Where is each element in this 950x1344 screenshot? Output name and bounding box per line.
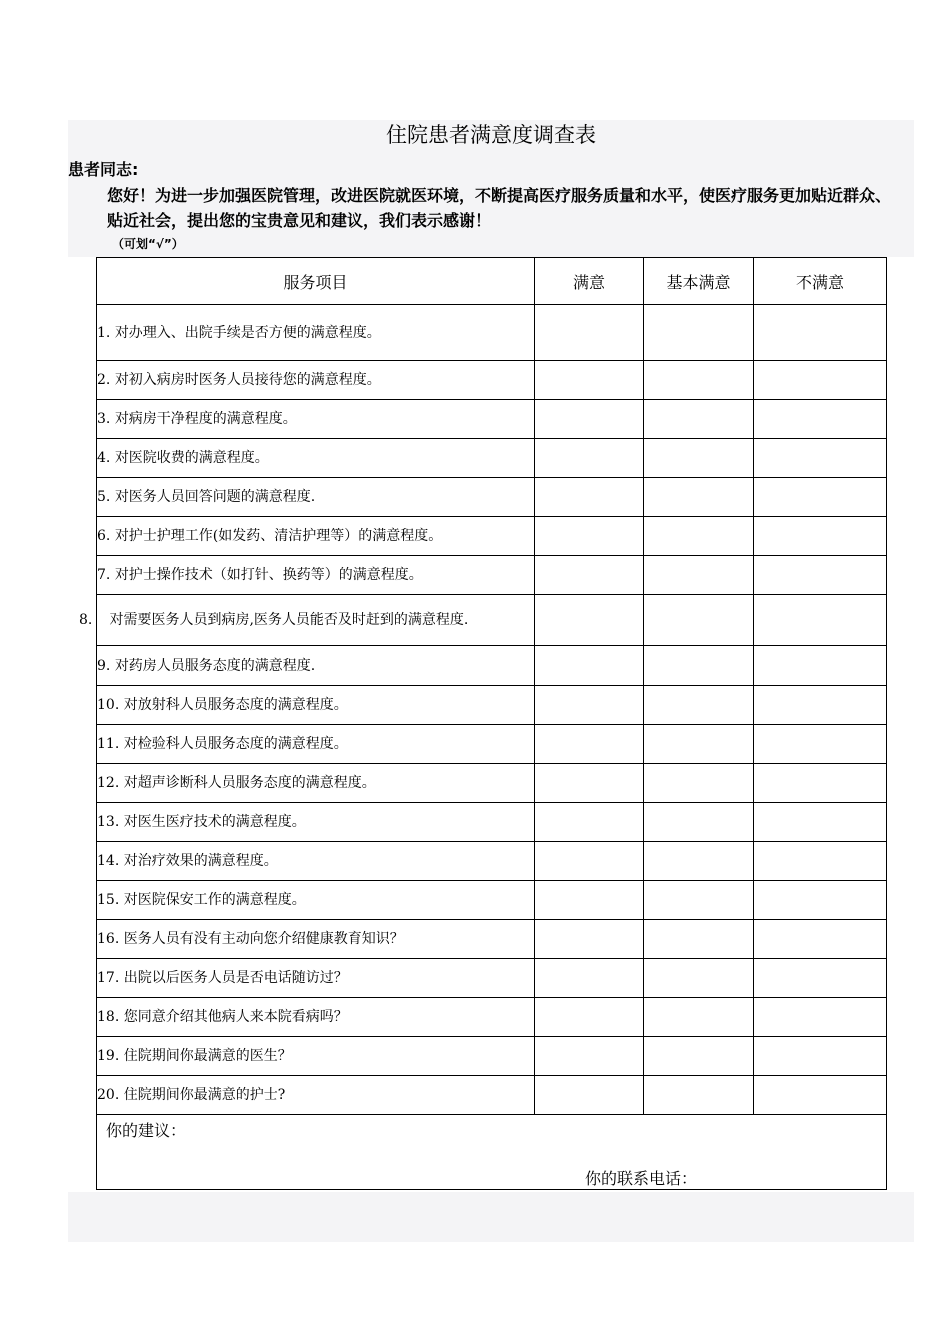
unsatisfied-cell[interactable] xyxy=(754,556,887,595)
survey-question xyxy=(97,803,535,842)
survey-question xyxy=(97,998,535,1037)
satisfied-cell[interactable] xyxy=(535,686,644,725)
basically-satisfied-cell[interactable] xyxy=(644,305,754,361)
table-row xyxy=(97,400,887,439)
satisfied-cell[interactable] xyxy=(535,1076,644,1115)
table-row xyxy=(97,686,887,725)
basically-satisfied-cell[interactable] xyxy=(644,764,754,803)
question-text: 医务人员有没有主动向您介绍健康教育知识？ xyxy=(123,931,404,947)
question-text: 对医务人员回答问题的满意程度. xyxy=(114,489,316,505)
question-number: 20. xyxy=(97,1087,120,1103)
satisfied-cell[interactable] xyxy=(535,400,644,439)
question-text: 对办理入、出院手续是否方便的满意程度。 xyxy=(114,324,381,341)
table-row xyxy=(97,803,887,842)
satisfied-cell[interactable] xyxy=(535,1037,644,1076)
question-number: 13. xyxy=(97,814,120,830)
header-satisfied: 满意 xyxy=(535,258,644,305)
question-text: 对护士操作技术（如打针、换药等）的满意程度。 xyxy=(114,567,423,583)
survey-question xyxy=(97,439,535,478)
question-number: 15. xyxy=(97,892,120,908)
question-text: 对医院保安工作的满意程度。 xyxy=(123,892,306,908)
table-row xyxy=(97,998,887,1037)
survey-question xyxy=(97,686,535,725)
header-basically-satisfied: 基本满意 xyxy=(644,258,754,305)
question-text: 对初入病房时医务人员接待您的满意程度。 xyxy=(114,372,381,388)
question-text: 对需要医务人员到病房,医务人员能否及时赶到的满意程度. xyxy=(109,612,469,628)
basically-satisfied-cell[interactable] xyxy=(644,361,754,400)
intro-paragraph: 您好！为进一步加强医院管理，改进医院就医环境，不断提高医疗服务质量和水平，使医疗服务更加贴近群众、贴近社会，提出您的宝贵意见和建议，我们表示感谢！ xyxy=(107,186,892,230)
table-row xyxy=(97,517,887,556)
question-number: 3. xyxy=(97,411,111,427)
question-number: 6. xyxy=(97,528,111,544)
check-note: （可划“√”） xyxy=(112,237,184,251)
basically-satisfied-cell[interactable] xyxy=(644,920,754,959)
table-row xyxy=(97,305,887,361)
page-title: 住院患者满意度调查表 xyxy=(386,123,596,147)
table-row xyxy=(97,725,887,764)
unsatisfied-cell[interactable] xyxy=(754,842,887,881)
unsatisfied-cell[interactable] xyxy=(754,920,887,959)
question-text: 住院期间你最满意的护士? xyxy=(123,1087,286,1103)
unsatisfied-cell[interactable] xyxy=(754,595,887,646)
satisfied-cell[interactable] xyxy=(535,920,644,959)
basically-satisfied-cell[interactable] xyxy=(644,517,754,556)
question-number: 12. xyxy=(97,775,120,791)
question-text: 对药房人员服务态度的满意程度. xyxy=(114,657,316,674)
table-row xyxy=(97,439,887,478)
suggestion-row xyxy=(97,1115,887,1190)
basically-satisfied-cell[interactable] xyxy=(644,842,754,881)
unsatisfied-cell[interactable] xyxy=(754,517,887,556)
unsatisfied-cell[interactable] xyxy=(754,959,887,998)
header-unsatisfied: 不满意 xyxy=(754,258,887,305)
satisfied-cell[interactable] xyxy=(535,646,644,686)
table-row xyxy=(97,764,887,803)
table-row xyxy=(97,1037,887,1076)
basically-satisfied-cell[interactable] xyxy=(644,556,754,595)
survey-question xyxy=(97,959,535,998)
question-text: 对护士护理工作(如发药、清洁护理等）的满意程度。 xyxy=(114,528,443,544)
question-text: 出院以后医务人员是否电话随访过？ xyxy=(123,970,348,986)
satisfied-cell[interactable] xyxy=(535,764,644,803)
table-header-row xyxy=(97,258,887,305)
satisfied-cell[interactable] xyxy=(535,517,644,556)
table-row xyxy=(97,556,887,595)
satisfied-cell[interactable] xyxy=(535,725,644,764)
satisfied-cell[interactable] xyxy=(535,556,644,595)
question-number: 17. xyxy=(97,970,120,986)
unsatisfied-cell[interactable] xyxy=(754,361,887,400)
table-row xyxy=(97,361,887,400)
unsatisfied-cell[interactable] xyxy=(754,400,887,439)
basically-satisfied-cell[interactable] xyxy=(644,1076,754,1115)
survey-question xyxy=(97,361,535,400)
table-row xyxy=(97,646,887,686)
question-text: 对放射科人员服务态度的满意程度。 xyxy=(123,697,348,713)
question-text: 对医生医疗技术的满意程度。 xyxy=(123,814,306,830)
unsatisfied-cell[interactable] xyxy=(754,1076,887,1115)
survey-question xyxy=(97,556,535,595)
basically-satisfied-cell[interactable] xyxy=(644,400,754,439)
table-row xyxy=(97,920,887,959)
question-number: 16. xyxy=(97,931,120,947)
satisfied-cell[interactable] xyxy=(535,361,644,400)
table-row xyxy=(97,842,887,881)
unsatisfied-cell[interactable] xyxy=(754,646,887,686)
unsatisfied-cell[interactable] xyxy=(754,998,887,1037)
survey-question xyxy=(97,305,535,361)
unsatisfied-cell[interactable] xyxy=(754,439,887,478)
survey-question xyxy=(97,400,535,439)
survey-question xyxy=(97,1076,535,1115)
question-text: 对超声诊断科人员服务态度的满意程度。 xyxy=(123,775,376,791)
question-text: 住院期间你最满意的医生？ xyxy=(123,1048,292,1064)
basically-satisfied-cell[interactable] xyxy=(644,881,754,920)
unsatisfied-cell[interactable] xyxy=(754,725,887,764)
survey-question xyxy=(97,725,535,764)
question-number: 11. xyxy=(97,736,120,752)
survey-question xyxy=(97,646,535,686)
survey-question: 8. 对需要医务人员到病房,医务人员能否及时赶到的满意程度. xyxy=(97,595,535,646)
question-number: 1. xyxy=(97,324,111,341)
table-row xyxy=(97,1076,887,1115)
unsatisfied-cell[interactable] xyxy=(754,764,887,803)
satisfied-cell[interactable] xyxy=(535,478,644,517)
satisfied-cell[interactable] xyxy=(535,305,644,361)
survey-question xyxy=(97,842,535,881)
question-number: 10. xyxy=(97,697,120,713)
question-number: 18. xyxy=(97,1009,120,1025)
unsatisfied-cell[interactable] xyxy=(754,478,887,517)
satisfied-cell[interactable] xyxy=(535,439,644,478)
satisfied-cell[interactable] xyxy=(535,595,644,646)
basically-satisfied-cell[interactable] xyxy=(644,646,754,686)
suggestion-cell[interactable] xyxy=(97,1115,887,1190)
basically-satisfied-cell[interactable] xyxy=(644,725,754,764)
question-number: 7. xyxy=(97,567,111,583)
unsatisfied-cell[interactable] xyxy=(754,803,887,842)
phone-label: 你的联系电话： xyxy=(585,1169,698,1188)
question-text: 您同意介绍其他病人来本院看病吗？ xyxy=(123,1009,348,1025)
basically-satisfied-cell[interactable] xyxy=(644,1037,754,1076)
survey-table xyxy=(79,257,887,1190)
question-number: 4. xyxy=(97,450,111,466)
satisfied-cell[interactable] xyxy=(535,881,644,920)
question-text: 对治疗效果的满意程度。 xyxy=(123,853,278,869)
question-number: 2. xyxy=(97,372,111,388)
question-text: 对医院收费的满意程度。 xyxy=(114,450,269,466)
survey-question xyxy=(97,517,535,556)
survey-question xyxy=(97,881,535,920)
table-row xyxy=(97,959,887,998)
survey-question xyxy=(97,764,535,803)
unsatisfied-cell[interactable] xyxy=(754,305,887,361)
question-text: 对病房干净程度的满意程度。 xyxy=(114,411,297,427)
satisfied-cell[interactable] xyxy=(535,959,644,998)
table-row xyxy=(97,881,887,920)
survey-question xyxy=(97,1037,535,1076)
table-row xyxy=(97,478,887,517)
question-number: 19. xyxy=(97,1048,120,1064)
basically-satisfied-cell[interactable] xyxy=(644,478,754,517)
table-row xyxy=(97,595,887,646)
satisfied-cell[interactable] xyxy=(535,998,644,1037)
basically-satisfied-cell[interactable] xyxy=(644,998,754,1037)
unsatisfied-cell[interactable] xyxy=(754,881,887,920)
survey-question xyxy=(97,478,535,517)
basically-satisfied-cell[interactable] xyxy=(644,959,754,998)
satisfied-cell[interactable] xyxy=(535,842,644,881)
footer-background xyxy=(68,1192,914,1242)
suggestion-label: 你的建议： xyxy=(106,1121,187,1140)
question-number: 14. xyxy=(97,853,120,869)
header-service-item: 服务项目 xyxy=(97,258,535,305)
basically-satisfied-cell[interactable] xyxy=(644,595,754,646)
question-number: 5. xyxy=(97,489,111,505)
basically-satisfied-cell[interactable] xyxy=(644,686,754,725)
basically-satisfied-cell[interactable] xyxy=(644,803,754,842)
basically-satisfied-cell[interactable] xyxy=(644,439,754,478)
question-number: 9. xyxy=(97,657,111,674)
unsatisfied-cell[interactable] xyxy=(754,686,887,725)
question-text: 对检验科人员服务态度的满意程度。 xyxy=(123,736,348,752)
satisfied-cell[interactable] xyxy=(535,803,644,842)
unsatisfied-cell[interactable] xyxy=(754,1037,887,1076)
salutation: 患者同志: xyxy=(68,160,139,179)
survey-question xyxy=(97,920,535,959)
